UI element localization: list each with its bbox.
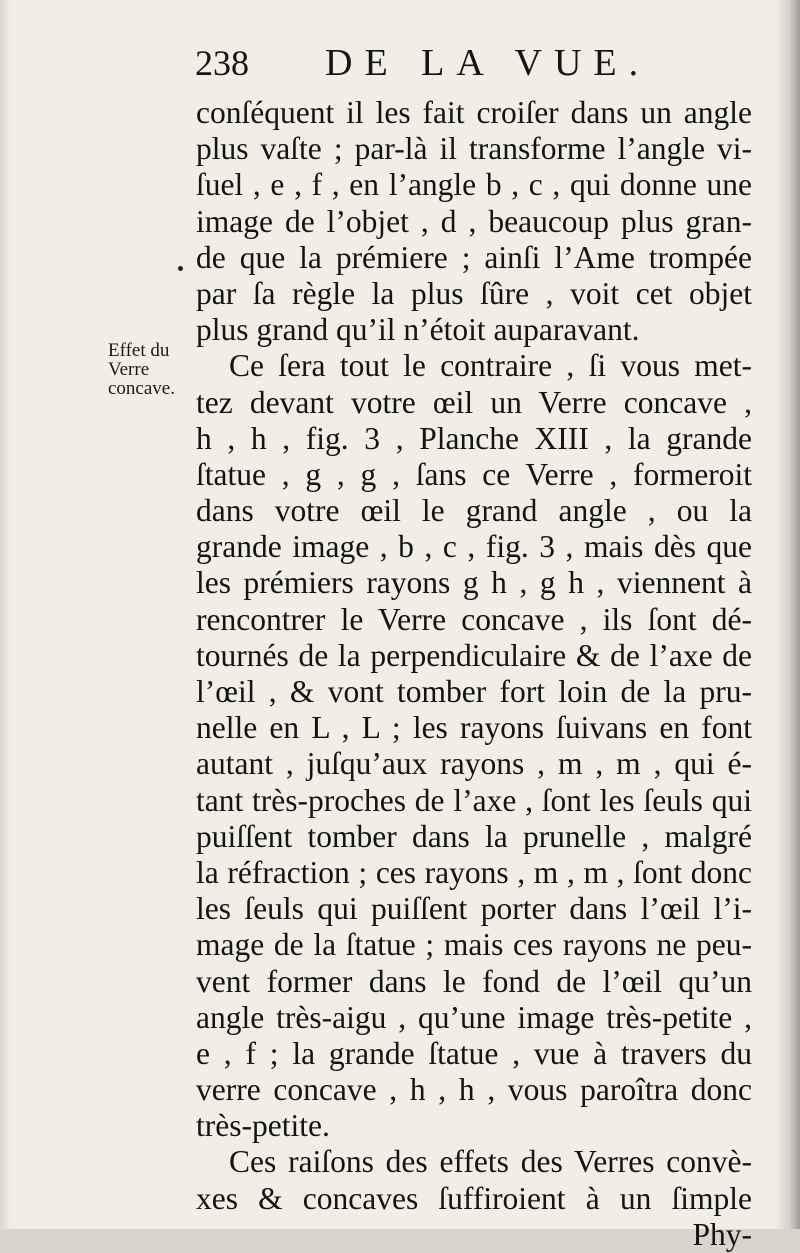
catchword-row: [196, 1217, 752, 1253]
text-line: verre concave , h , h , vous paroîtra donc: [196, 1072, 752, 1108]
text-line: l’œil , & vont tomber fort loin de la pru-: [196, 674, 752, 709]
body-text: [196, 95, 752, 1253]
page-number: 238: [195, 43, 249, 83]
ink-speck: [178, 266, 183, 271]
text-line: dans votre œil le grand angle , ou la: [196, 493, 752, 529]
text-line: e , f ; la grande ſtatue , vue à travers du: [196, 1035, 752, 1071]
running-head: DE LA VUE.: [325, 42, 651, 84]
text-line: la réfraction ; ces rayons , m , m , ſont donc: [196, 854, 752, 890]
text-line: autant , juſqu’aux rayons , m , m , qui é-: [196, 746, 752, 782]
text-line: image de l’objet , d , beaucoup plus gran-: [196, 203, 752, 239]
text-line: vent former dans le fond de l’œil qu’un: [196, 963, 752, 999]
paragraph-first-line: Ce ſera tout le contraire , ſi vous met-: [229, 348, 752, 384]
text-line: plus grand qu’il n’étoit auparavant.: [196, 312, 640, 348]
text-line: grande image , b , c , fig. 3 , mais dès que: [196, 529, 752, 565]
margin-note: [108, 341, 208, 398]
text-line: rencontrer le Verre concave , ils ſont dé-: [196, 601, 752, 637]
margin-note-line: Verre: [108, 359, 150, 380]
text-line: ſuel , e , f , en l’angle b , c , qui donne une: [196, 167, 752, 203]
text-line: tant très-proches de l’axe , ſont les ſeuls qui: [196, 782, 752, 818]
catchword: Phy-: [692, 1216, 752, 1252]
text-line: tournés de la perpendiculaire & de l’axe de: [196, 637, 752, 673]
page-header: [195, 38, 755, 88]
text-line: xes & concaves ſuffiroient à un ſimple: [196, 1180, 752, 1216]
text-line: mage de la ſtatue ; mais ces rayons ne peu-: [196, 927, 752, 963]
text-line: les ſeuls qui puiſſent porter dans l’œil l’i-: [196, 891, 752, 927]
margin-note-line: concave.: [108, 378, 175, 399]
text-line: plus vaſte ; par-là il transforme l’angle vi-: [196, 131, 752, 167]
text-line: de que la prémiere ; ainſi l’Ame trompée: [196, 239, 752, 275]
gutter-shadow: [774, 0, 800, 1229]
text-line: les prémiers rayons g h , g h , viennent à: [196, 565, 752, 601]
text-line: angle très-aigu , qu’une image très-petite ,: [196, 999, 752, 1035]
text-line: conſéquent il les fait croiſer dans un angle: [196, 95, 752, 130]
page-left-edge-shadow: [0, 0, 10, 1229]
paragraph-first-line: Ces raiſons des effets des Verres convè-: [229, 1144, 752, 1180]
text-line: par ſa règle la plus ſûre , voit cet objet: [196, 275, 752, 311]
margin-note-line: Effet du: [108, 340, 170, 361]
text-line: nelle en L , L ; les rayons ſuivans en font: [196, 710, 752, 746]
text-line: très-petite.: [196, 1108, 330, 1144]
text-line: ſtatue , g , g , ſans ce Verre , formeroit: [196, 456, 752, 492]
text-line: puiſſent tomber dans la prunelle , malgré: [196, 818, 752, 854]
text-line: tez devant votre œil un Verre concave ,: [196, 384, 752, 420]
text-line: h , h , fig. 3 , Planche XIII , la grande: [196, 420, 752, 456]
